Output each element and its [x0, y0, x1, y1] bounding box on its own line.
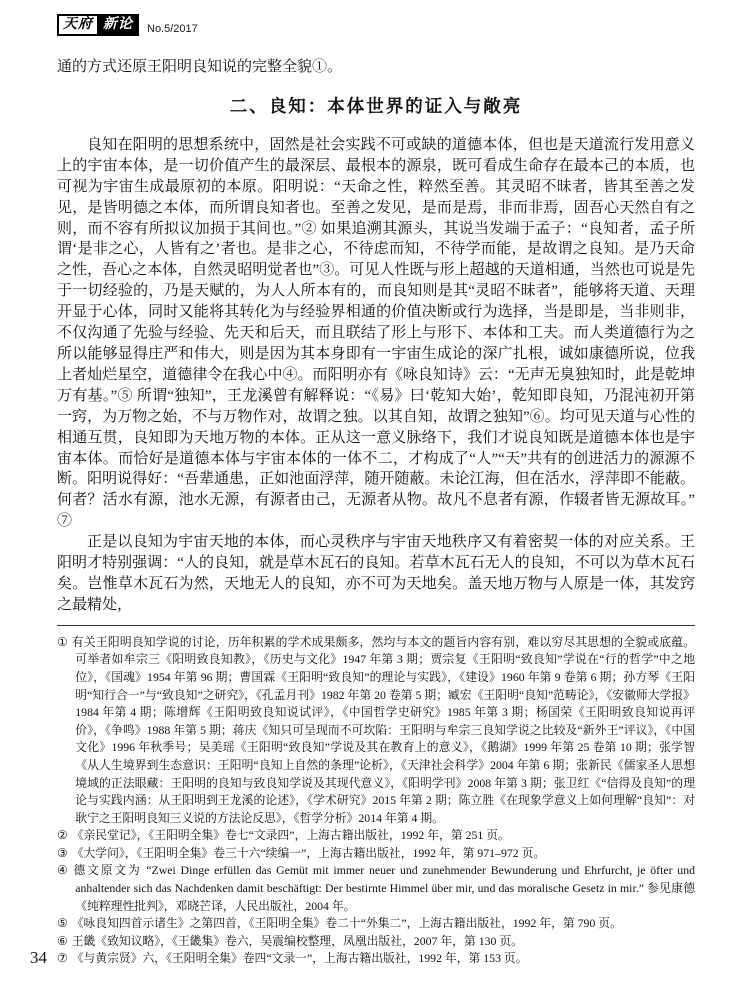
footnote-3-marker: ③: [57, 845, 68, 860]
footnote-1: [57, 634, 695, 828]
footnote-7-text: 《与黄宗贤》六，《王阳明全集》卷四“文录一”，上海古籍出版社，1992 年，第 153 页。: [71, 951, 528, 966]
footnote-5: [57, 915, 695, 933]
footnote-4: [57, 862, 695, 915]
footnote-2-text: 《亲民堂记》，《王阳明全集》卷七“文录四”，上海古籍出版社，1992 年，第 251 页。: [71, 828, 510, 843]
section-title: 二、良知：本体世界的证入与敞亮: [229, 95, 523, 116]
carryover-paragraph-line: 通的方式还原王阳明良知说的完整全貌①。: [57, 59, 343, 75]
footnote-7: [57, 950, 695, 968]
footnotes-section: [57, 625, 695, 968]
issue-number: No.5/2017: [147, 23, 198, 35]
body-paragraph-1: 良知在阳明的思想系统中，固然是社会实践不可或缺的道德本体，但也是天道流行发用意义上的宇宙本体，是一切价值产生的最深层、最根本的源泉，既可看成生命存在最本己的本质，也可视为宇宙生成最原初的本原。阳明说：“天命之性，粹然至善。其灵昭不昧者，皆其至善之发见，是皆明德之本体，而所谓良知者也。至善之发见，是而是焉，非而非焉，固吾心天然自有之则，而不容有所拟议加损于其间也。”② 如果追溯其源头，其说当发端于孟子：“良知者，孟子所谓‘是非之心，人皆有之’者也。是非之心，不待虑而知，不待学而能，是故谓之良知。是乃天命之性，吾心之本体，自然灵昭明觉者也”③。可见人性既与形上超越的天道相通，当然也可说是先于一切经验的，乃是天赋的，为人人所本有的，而良知则是其“灵昭不昧者”，能够将天道、天理开显于心体，同时又能将其转化为与经验界相通的价值决断或行为选择，当是即是，当非则非，不仅沟通了先验与经验、先天和后天，而且联结了形上与形下、本体和工夫。而人类道德行为之所以能够显得庄严和伟大，则是因为其本身即有一宇宙生成论的深广扎根，诚如康德所说，位我上者灿烂星空，道德律令在我心中④。而阳明亦有《咏良知诗》云：“无声无臭独知时，此是乾坤万有基。”⑤ 所谓“独知”，王龙溪曾有解释说：“《易》曰‘乾知大始’，乾知即良知，乃混沌初开第一窍，为万物之始，不与万物作对，故谓之独。以其自知，故谓之独知”⑥。均可见天道与心性的相通互贯，良知即为天地万物的本体。正从这一意义脉络下，我们才说良知既是道德本体也是宇宙本体。而恰好是道德本体与宇宙本体的一体不二，才构成了“人”“天”共有的创进活力的源源不断。阳明说得好：“吾辈通患，正如池面浮萍，随开随蔽。未论江海，但在活水，浮萍即不能蔽。何者？活水有源，池水无源，有源者由己，无源者从物。故凡不息者有源，作辍者皆无源故耳。”⑦: [57, 136, 695, 530]
footnote-6-marker: ⑥: [57, 933, 68, 948]
footnote-6: [57, 933, 695, 951]
journal-logo-right: 新论: [99, 14, 139, 36]
footnote-6-text: 王畿《致知议略》，《王畿集》卷六，吴震编校整理，凤凰出版社，2007 年，第 130 页。: [71, 933, 523, 948]
footnote-4-text: 德文原文为 “Zwei Dinge erfüllen das Gemüt mit immer neuer und zunehmender Bewunderung und Ehrfurcht, je öfter und anhaltender sich das Nachdenken damit beschäftigt: Der bestirnte Himmel über mir, und das moralische Gesetz in mir.” 参见康德《纯粹理性批判》，邓晓芒译，人民出版社，2004 年。: [73, 863, 695, 913]
page-number: 34: [30, 948, 47, 967]
footnote-3-text: 《大学问》，《王阳明全集》卷三十六“续编一”，上海古籍出版社，1992 年，第 971–972 页。: [71, 845, 546, 860]
page-header: [57, 14, 695, 36]
footnote-5-text: 《咏良知四首示诸生》之第四首，《王阳明全集》卷二十“外集二”，上海古籍出版社，1992 年，第 790 页。: [71, 916, 622, 931]
journal-logo: [57, 14, 139, 36]
body-paragraph-2: 正是以良知为宇宙天地的本体，而心灵秩序与宇宙天地秩序又有着密契一体的对应关系。王阳明才特别强调：“人的良知，就是草木瓦石的良知。若草木瓦石无人的良知，不可以为草木瓦石矣。岂惟草木瓦石为然，天地无人的良知，亦不可为天地矣。盖天地万物与人原是一体，其发窍之最精处，: [57, 534, 695, 613]
footnote-7-marker: ⑦: [57, 951, 68, 966]
article-body: [57, 135, 695, 616]
journal-logo-left: 天府: [57, 14, 99, 36]
footnote-1-marker: ①: [57, 634, 68, 649]
footnote-2: [57, 827, 695, 845]
footnote-5-marker: ⑤: [57, 916, 68, 931]
footnote-1-text: 有关王阳明良知学说的讨论，历年积累的学术成果颇多，然均与本文的题旨内容有别，难以穷尽其思想的全貌或底蕴。可举者如牟宗三《阳明致良知教》，《历史与文化》1947 年第 3 期；贾宗复《王阳明“致良知”学说在“行的哲学”中之地位》，《国魂》1954 年第 96 期；曹国霖《王阳明“致良知”的理论与实践》，《建设》1960 年第 9 卷第 6 期；孙方琴《王阳明“知行合一”与“致良知”之研究》，《孔孟月刊》1982 年第 20 卷第 5 期；臧宏《王阳明“良知”范畴论》，《安徽师大学报》1984 年第 4 期；陈增辉《王阳明致良知说试评》，《中国哲学史研究》1985 年第 3 期；杨国荣《王阳明致良知说再评价》，《争鸣》1988 年第 5 期；蒋庆《知只可呈现而不可坎陷：王阳明与牟宗三良知学说之比较及“新外王”评议》，《中国文化》1996 年秋季号；吴美瑶《王阳明“致良知”学说及其在教育上的意义》，《鹅湖》1999 年第 25 卷第 10 期；张学智《从人生境界到生态意识：王阳明“良知上自然的条理”论析》，《天津社会科学》2004 年第 6 期；张新民《儒家圣人思想境域的正法眼藏：王阳明的良知与致良知学说及其现代意义》，《阳明学刊》2008 年第 3 期；张卫红《“信得及良知”的理论与实践内涵：从王阳明到王龙溪的论述》，《学术研究》2015 年第 2 期；陈立胜《在现象学意义上如何理解“良知”：对耿宁之王阳明良知三义说的方法论反思》，《哲学分析》2014 年第 4 期。: [71, 634, 696, 825]
footnote-4-marker: ④: [57, 863, 70, 878]
footnote-2-marker: ②: [57, 828, 68, 843]
footnote-3: [57, 845, 695, 863]
